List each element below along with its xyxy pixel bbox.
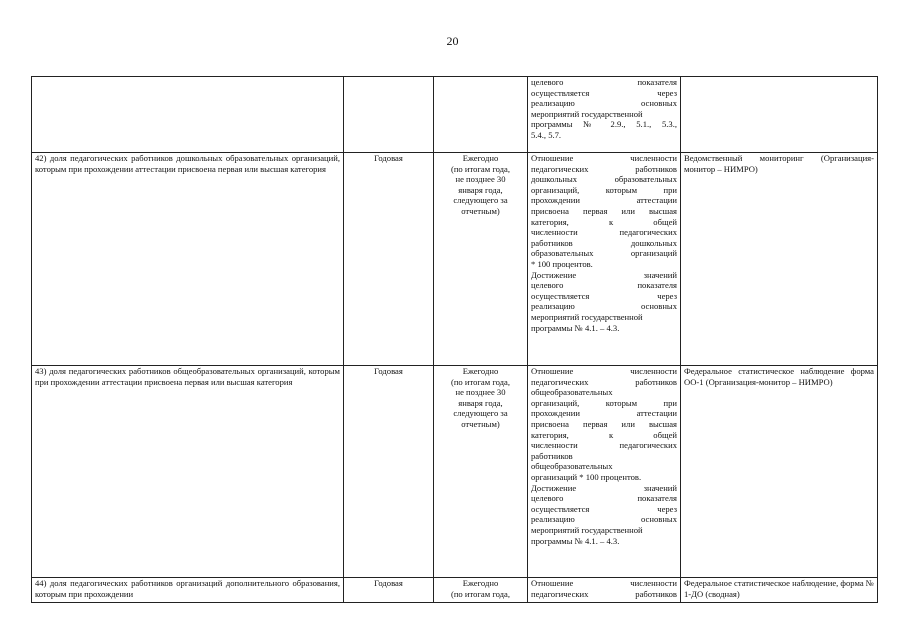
method-line: Достижение значений xyxy=(531,482,677,493)
method-line: реализацию основных xyxy=(531,301,677,312)
source-cell: Ведомственный мониторинг (Организация-монитор – НИМРО) xyxy=(681,153,878,366)
method-line: реализацию основных xyxy=(531,514,677,525)
source-cell: Федеральное статистическое наблюдение, форма № 1-ДО (сводная) xyxy=(681,578,878,603)
method-line: образовательных организаций xyxy=(531,248,677,259)
method-line: численности педагогических xyxy=(531,227,677,238)
timing-line: января года, xyxy=(458,397,503,408)
method-line: целевого показателя xyxy=(531,493,677,504)
table-row xyxy=(32,153,878,366)
method-line: осуществляется через xyxy=(531,503,677,514)
method-line: осуществляется через xyxy=(531,290,677,301)
source-cell xyxy=(681,77,878,153)
table-row xyxy=(32,366,878,578)
method-line: работников xyxy=(531,450,573,461)
method-line: педагогических работников xyxy=(531,376,677,387)
timing-line: отчетным) xyxy=(461,205,500,216)
timing-line: не позднее 30 xyxy=(455,387,506,398)
method-line: Отношение численности xyxy=(531,366,677,376)
indicator-cell xyxy=(32,77,344,153)
method-line: целевого показателя xyxy=(531,280,677,291)
timing-cell xyxy=(434,366,528,578)
table-row xyxy=(32,77,878,153)
method-cell xyxy=(528,153,681,366)
method-line: осуществляется через xyxy=(531,87,677,98)
method-line: общеобразовательных xyxy=(531,387,613,398)
indicator-cell: 44) доля педагогических работников организаций дополнительного образования, которым при прохождении xyxy=(32,578,344,603)
timing-line: (по итогам года, xyxy=(450,163,511,174)
timing-cell xyxy=(434,153,528,366)
method-line: общеобразовательных xyxy=(531,461,613,472)
method-line: Отношение численности xyxy=(531,578,677,588)
timing-line: не позднее 30 xyxy=(455,174,506,185)
method-line: педагогических работников xyxy=(531,163,677,174)
timing-line: следующего за xyxy=(453,408,508,419)
indicator-cell: 43) доля педагогических работников общеобразовательных организаций, которым при прохождении аттестации присвоена первая или высшая категория xyxy=(32,366,344,578)
method-cell xyxy=(528,366,681,578)
periodicity-cell: Годовая xyxy=(344,366,434,578)
method-line: категория, к общей xyxy=(531,216,677,227)
indicator-cell: 42) доля педагогических работников дошкольных образовательных организаций, которым при прохождении аттестации присвоена первая или высшая категория xyxy=(32,153,344,366)
indicators-table xyxy=(31,76,878,603)
method-cell xyxy=(528,77,681,153)
method-line: Достижение значений xyxy=(531,269,677,280)
timing-line: Ежегодно xyxy=(462,366,499,376)
method-line: организаций, которым при xyxy=(531,397,677,408)
method-line: реализацию основных xyxy=(531,98,677,109)
timing-line: (по итогам года, xyxy=(450,588,511,599)
method-line: целевого показателя xyxy=(531,77,677,87)
method-line: организаций, которым при xyxy=(531,184,677,195)
periodicity-cell xyxy=(344,77,434,153)
method-line: мероприятий государственной xyxy=(531,311,643,322)
method-line: присвоена первая или высшая xyxy=(531,205,677,216)
method-line: программы № 2.9., 5.1., 5.3., xyxy=(531,119,677,130)
timing-line: Ежегодно xyxy=(462,153,499,163)
timing-cell xyxy=(434,77,528,153)
timing-line: января года, xyxy=(458,184,503,195)
timing-line: (по итогам года, xyxy=(450,376,511,387)
periodicity-cell: Годовая xyxy=(344,153,434,366)
method-line: организаций * 100 процентов. xyxy=(531,471,642,482)
periodicity-cell: Годовая xyxy=(344,578,434,603)
method-line: категория, к общей xyxy=(531,429,677,440)
method-line: * 100 процентов. xyxy=(531,258,593,269)
method-line: программы № 4.1. – 4.3. xyxy=(531,535,620,546)
timing-line: следующего за xyxy=(453,195,508,206)
source-cell: Федеральное статистическое наблюдение форма ОО-1 (Организация-монитор – НИМРО) xyxy=(681,366,878,578)
method-line: численности педагогических xyxy=(531,440,677,451)
timing-cell xyxy=(434,578,528,603)
method-cell xyxy=(528,578,681,603)
method-line: программы № 4.1. – 4.3. xyxy=(531,322,620,333)
method-line: прохождении аттестации xyxy=(531,195,677,206)
page-number: 20 xyxy=(446,34,459,48)
table-row xyxy=(32,578,878,603)
method-line: педагогических работников xyxy=(531,588,677,599)
method-line: дошкольных образовательных xyxy=(531,174,677,185)
method-line: мероприятий государственной xyxy=(531,524,643,535)
method-line: мероприятий государственной xyxy=(531,108,643,119)
timing-line: отчетным) xyxy=(461,418,500,429)
method-line: присвоена первая или высшая xyxy=(531,418,677,429)
method-line: Отношение численности xyxy=(531,153,677,163)
method-line: работников дошкольных xyxy=(531,237,677,248)
method-line: прохождении аттестации xyxy=(531,408,677,419)
method-line: 5.4., 5.7. xyxy=(531,129,562,140)
timing-line: Ежегодно xyxy=(462,578,499,588)
